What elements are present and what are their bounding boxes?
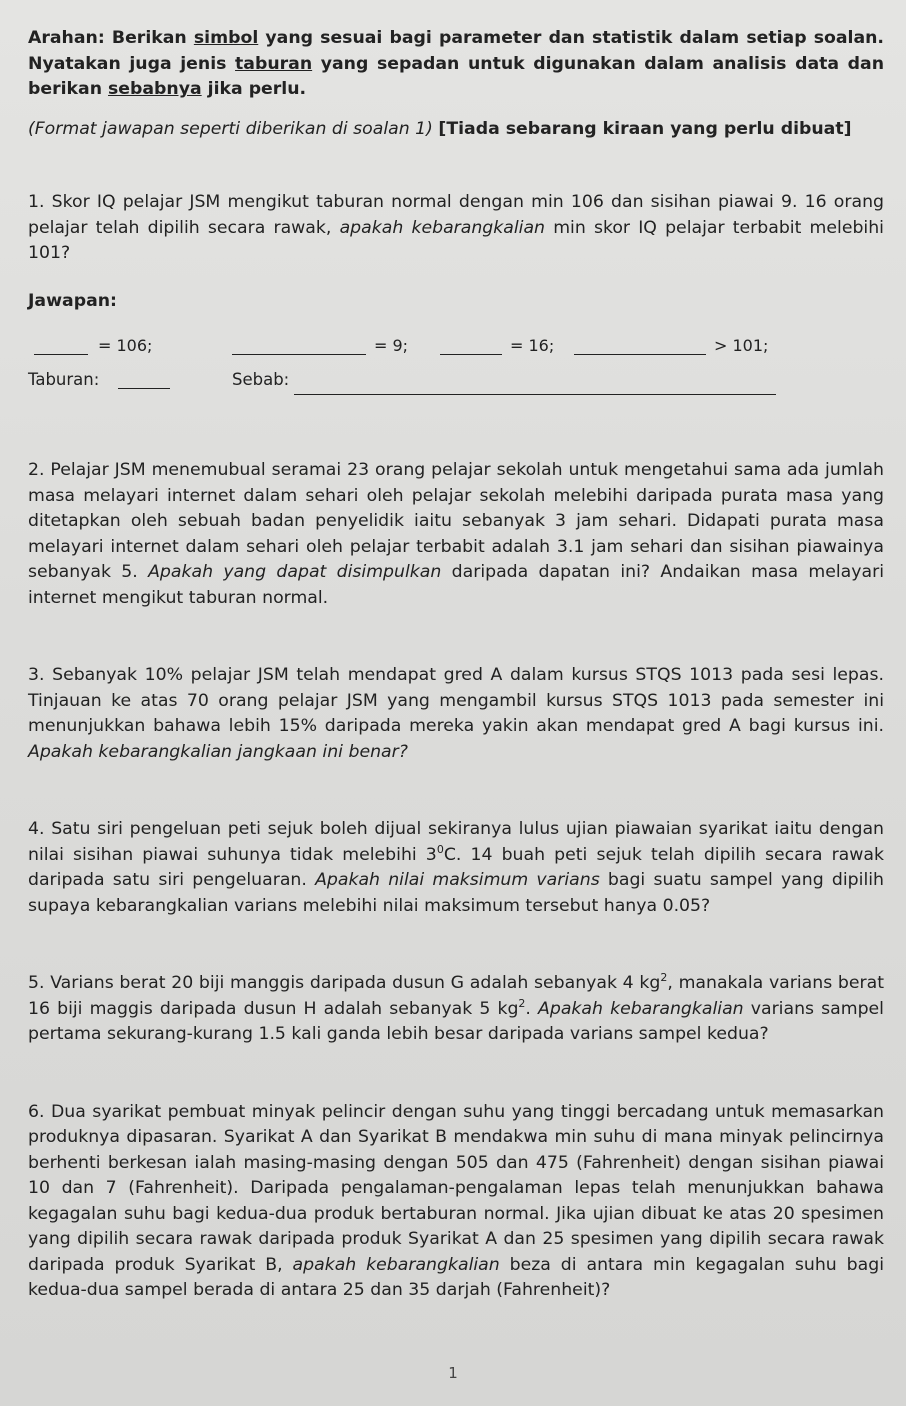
arahan-label: Arahan:	[28, 28, 105, 48]
answer-sd-value: = 9;	[374, 336, 409, 355]
instruction-paragraph: Arahan: Berikan simbol yang sesuai bagi parameter dan statistik dalam setiap soalan. Nyatakan juga jenis taburan yang sepadan untuk digunakan dalam analisis data dan berikan sebabnya jika perlu.	[28, 28, 884, 99]
taburan-keyword: taburan	[235, 53, 313, 74]
simbol-keyword: simbol	[193, 28, 259, 48]
answer-blank-mean	[34, 336, 88, 355]
question-5: 5. Varians berat 20 biji manggis daripada dusun G adalah sebanyak 4 $kg^2$, manakala varians berat 16 biji maggis daripada dusun H adalah sebanyak 5 $kg^2$. Apakah kebarangkalian varians sampel pertama sekurang-kurang 1.5 kali ganda lebih besar daripada varians sampel kedua?	[28, 971, 884, 1044]
no-calculation-note: [Tiada sebarang kiraan yang perlu dibuat]	[438, 118, 852, 139]
question-6: 6. Dua syarikat pembuat minyak pelincir dengan suhu yang tinggi bercadang untuk memasarkan produknya dipasaran. Syarikat A dan Syarikat B mendakwa min suhu di mana minyak pelincirnya berhenti berkesan ialah masing-masing dengan 505 dan 475 (Fahrenheit) dengan sisihan piawai 10 dan 7 (Fahrenheit). Daripada pengalaman-pengalaman lepas telah menunjukkan bahawa kegagalan suhu bagi kedua-dua produk bertaburan normal. Jika ujian dibuat ke atas 20 spesimen yang dipilih secara rawak daripada produk Syarikat A dan 25 spesimen yang dipilih secara rawak daripada produk Syarikat B, apakah kebarangkalian beza di antara min kegagalan suhu bagi kedua-dua sampel berada di antara 25 dan 35 darjah (Fahrenheit)?	[28, 1101, 884, 1300]
question-3: 3. Sebanyak 10% pelajar JSM telah mendapat gred A dalam kursus STQS 1013 pada sesi lepas. Tinjauan ke atas 70 orang pelajar JSM yang mengambil kursus STQS 1013 pada semester ini menunjukkan bahawa lebih 15% daripada mereka yakin akan mendapat gred A bagi kursus ini. Apakah kebarangkalian jangkaan ini benar?	[28, 665, 884, 762]
question-1: 1. Skor IQ pelajar JSM mengikut taburan normal dengan min 106 dan sisihan piawai 9. 16 orang pelajar telah dipilih secara rawak, apakah kebarangkalian min skor IQ pelajar terbabit melebihi 101?	[28, 192, 884, 263]
answer-mean-value: = 106;	[98, 336, 153, 355]
taburan-label: Taburan:	[28, 370, 100, 389]
page-number: 1	[448, 1364, 458, 1382]
answer-blank-statistic	[574, 336, 706, 355]
answer-symbols-row	[28, 336, 884, 364]
answer-n-value: = 16;	[510, 336, 555, 355]
jawapan-label: Jawapan:	[28, 290, 117, 311]
question-2: 2. Pelajar JSM menemubual seramai 23 orang pelajar sekolah untuk mengetahui sama ada jumlah masa melayari internet dalam sehari oleh pelajar sekolah melebihi daripada purata masa yang ditetapkan oleh sebuah badan penyelidik iaitu sebanyak 3 jam sehari. Didapati purata masa melayari internet dalam sehari oleh pelajar terbabit adalah 3.1 jam sehari dan sisihan piawainya sebanyak 5. Apakah yang dapat disimpulkan daripada dapatan ini? Andaikan masa melayari internet mengikut taburan normal.	[28, 460, 884, 608]
question-4: 4. Satu siri pengeluan peti sejuk boleh dijual sekiranya lulus ujian piawaian syarikat iaitu dengan nilai sisihan piawai suhunya tidak melebihi $3^0C$. 14 buah peti sejuk telah dipilih secara rawak daripada satu siri pengeluaran. Apakah nilai maksimum varians bagi suatu sampel yang dipilih supaya kebarangkalian varians melebihi nilai maksimum tersebut hanya 0.05?	[28, 819, 884, 916]
answer-blank-sebab	[294, 376, 776, 395]
format-note: (Format jawapan seperti diberikan di soalan 1) [Tiada sebarang kiraan yang perlu dibuat]	[28, 118, 852, 139]
answer-blank-taburan	[118, 370, 170, 389]
answer-distribution-row	[28, 370, 884, 400]
sebab-label: Sebab:	[232, 370, 290, 389]
sebabnya-keyword: sebabnya	[108, 79, 202, 99]
answer-threshold-value: > 101;	[714, 336, 769, 355]
answer-blank-n	[440, 336, 502, 355]
answer-blank-sd	[232, 336, 366, 355]
